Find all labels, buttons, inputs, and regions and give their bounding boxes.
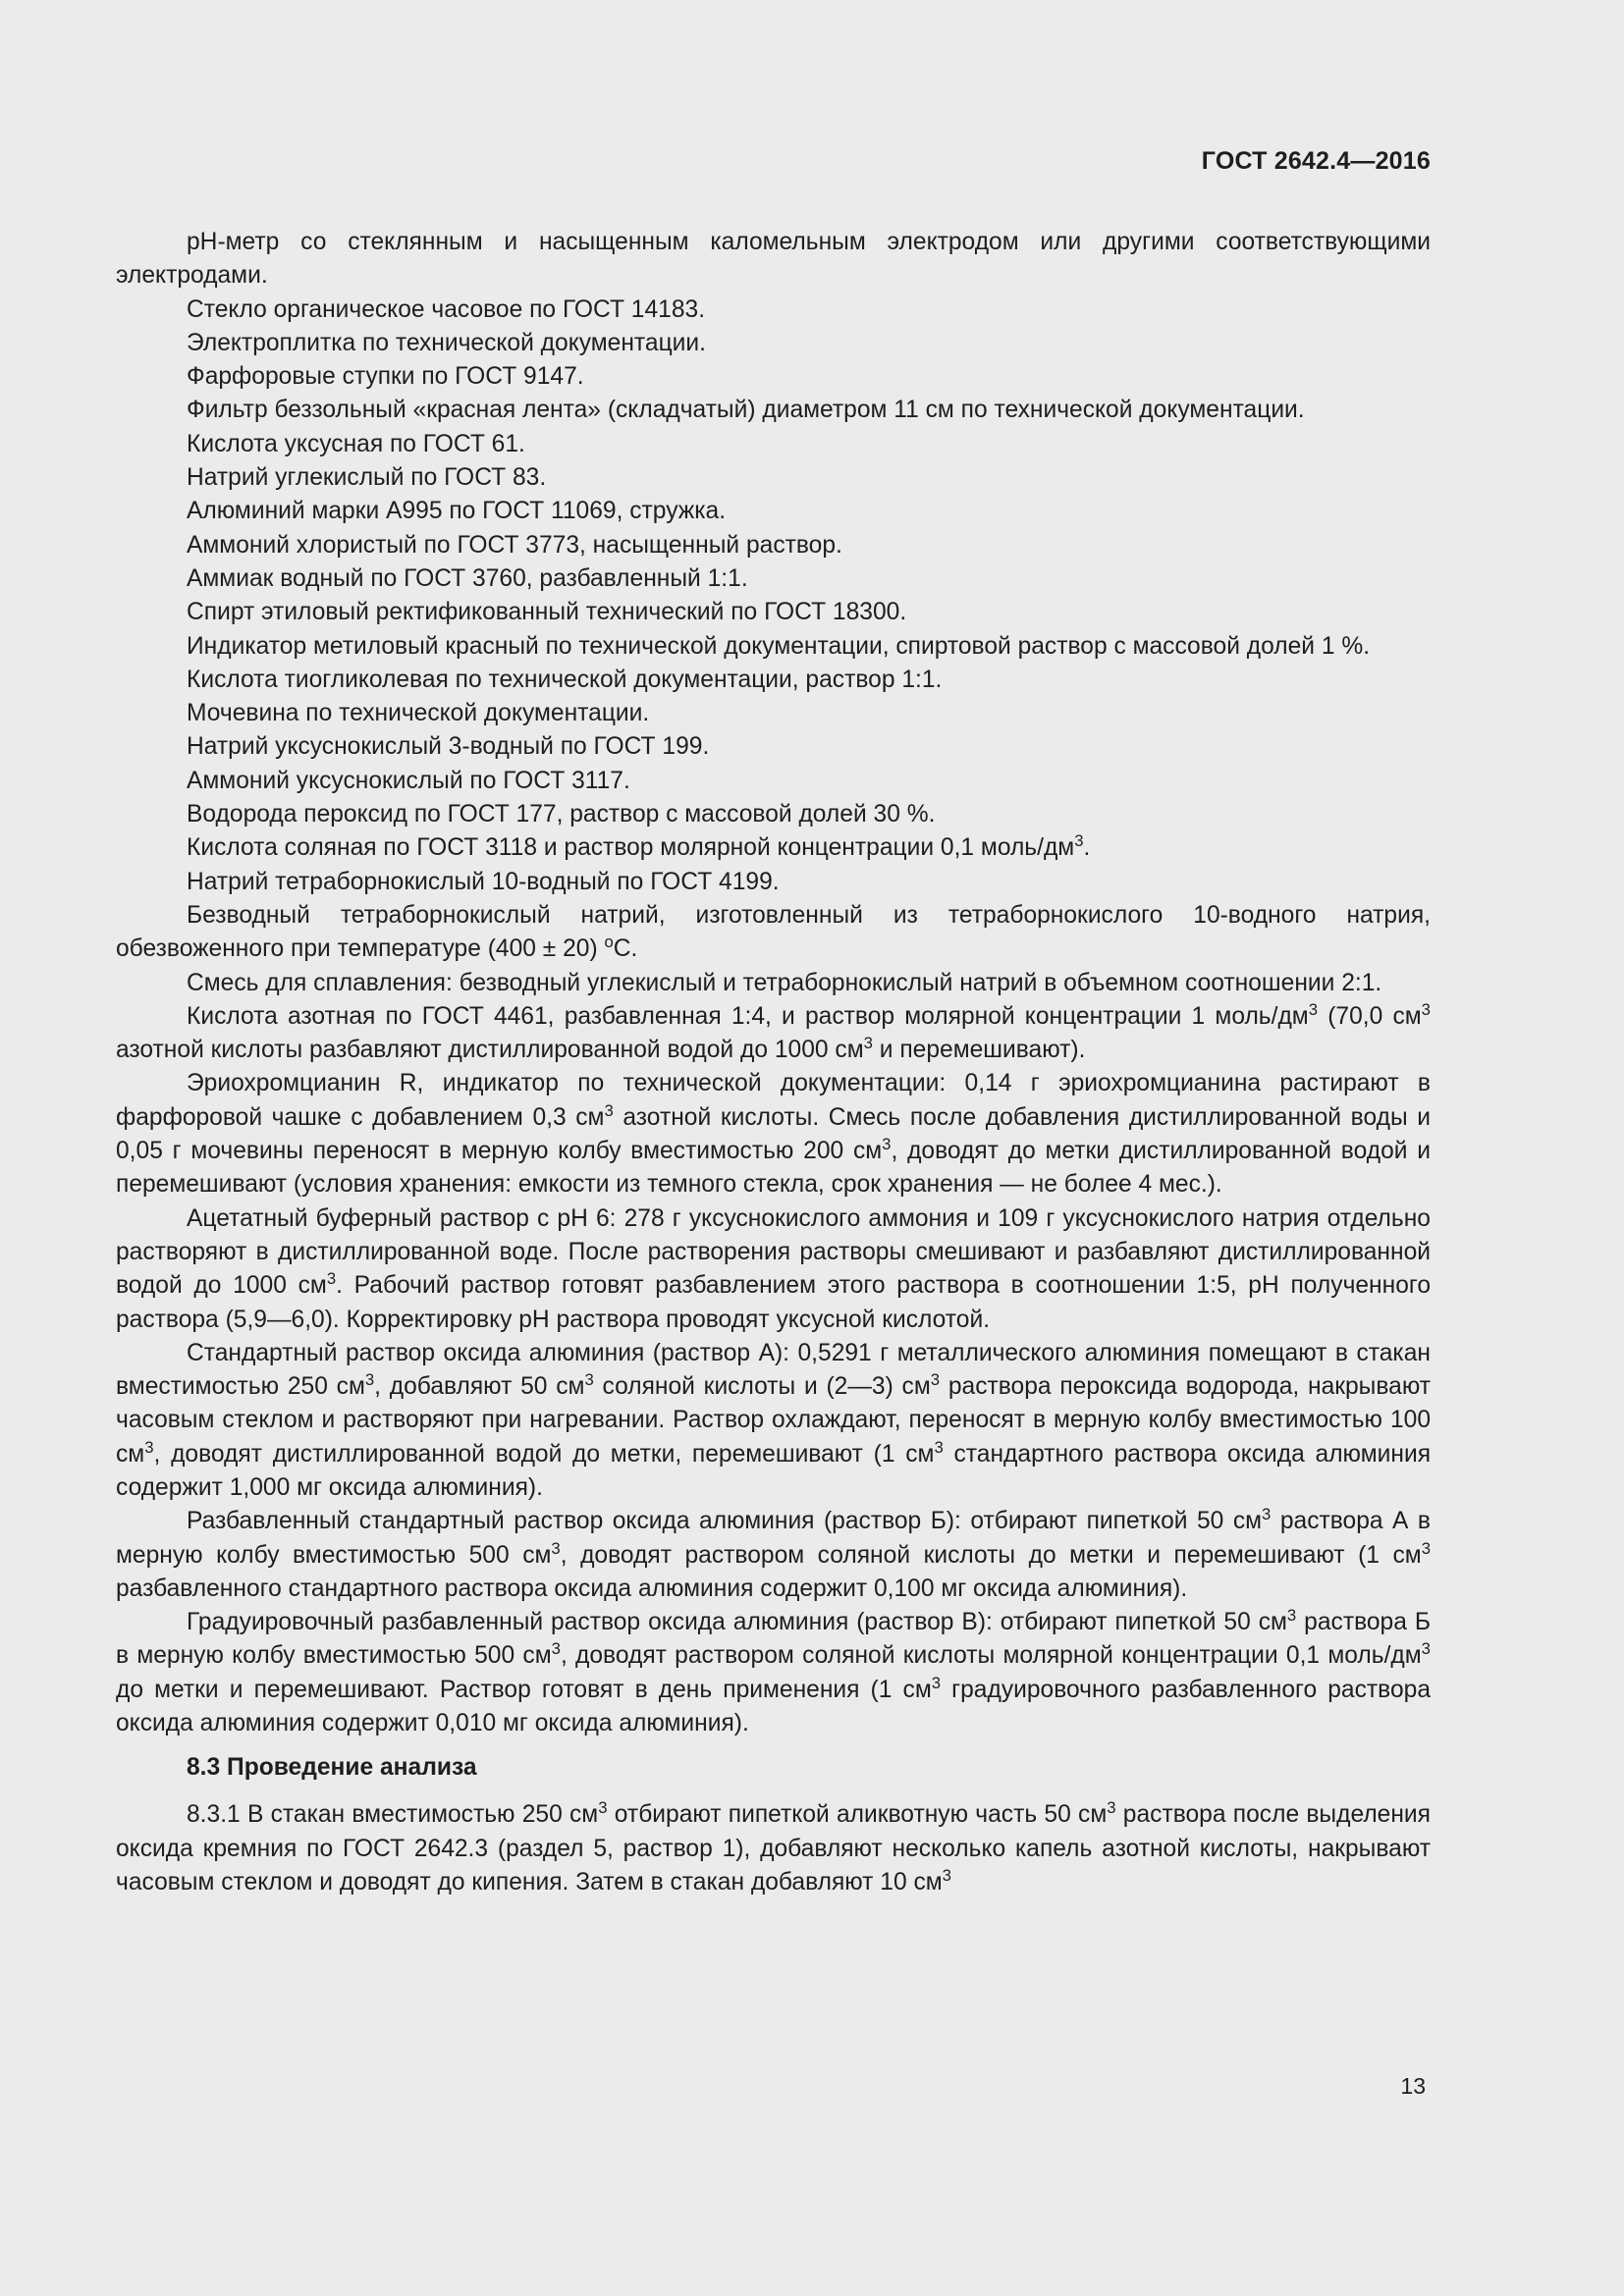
paragraph-ammonium-acetate: Аммоний уксуснокислый по ГОСТ 3117. [187, 767, 630, 794]
paragraph-hydrogen-peroxide: Водорода пероксид по ГОСТ 177, раствор с массовой долей 30 %. [187, 801, 936, 828]
paragraph-standard-solution-a: Стандартный раствор оксида алюминия (раствор А): 0,5291 г металлического алюминия помещают в стакан вместимостью 250 $см^3$, добавляют 50 $см^3$ соляной кислоты и (2—3) $см^3$ раствора пероксида водорода, накрывают часовым стеклом и растворяют при нагревании. Раствор охлаждают, переносят в мерную колбу вместимостью 100 $см^3$, доводят дистиллированной водой до метки, перемешивают (1 $см^3$ стандартного раствора оксида алюминия содержит 1,000 мг оксида алюминия). [116, 1339, 1432, 1501]
paragraph-acetic-acid: Кислота уксусная по ГОСТ 61. [187, 430, 525, 457]
paragraph-sodium-carbonate: Натрий углекислый по ГОСТ 83. [187, 464, 547, 492]
paragraph-ammonia: Аммиак водный по ГОСТ 3760, разбавленный 1:1. [187, 564, 748, 592]
paragraph-ammonium-chloride: Аммоний хлористый по ГОСТ 3773, насыщенный раствор. [187, 531, 842, 559]
paragraph-sodium-tetraborate: Натрий тетраборнокислый 10-водный по ГОСТ 4199. [187, 868, 780, 895]
paragraph-methyl-red: Индикатор метиловый красный по технической документации, спиртовой раствор с массовой долей 1 %. [187, 632, 1371, 660]
paragraph-watch-glass: Стекло органическое часовое по ГОСТ 14183. [187, 295, 706, 323]
document-code: ГОСТ 2642.4—2016 [1201, 147, 1431, 175]
paragraph-anhydrous-tetraborate: Безводный тетраборнокислый натрий, изготовленный из тетраборнокислого 10-водного натрия, обезвоженного при температуре (400 ± 20) $^о$С. [116, 901, 1431, 963]
paragraph-mortars: Фарфоровые ступки по ГОСТ 9147. [187, 363, 584, 391]
paragraph-acetate-buffer: Ацетатный буферный раствор с рН 6: 278 г уксуснокислого аммония и 109 г уксуснокислого натрия отдельно растворяют в дистиллированной воде. После растворения растворы смешивают и разбавляют дистиллированной водой до 1000 $см^3$. Рабочий раствор готовят разбавлением этого раствора в соотношении 1:5, рН полученного раствора (5,9—6,0). Корректировку рН раствора проводят уксусной кислотой. [116, 1204, 1432, 1333]
paragraph-aluminium: Алюминий марки А995 по ГОСТ 11069, стружка. [187, 498, 727, 525]
section-heading: 8.3 Проведение анализа [187, 1754, 477, 1782]
paragraph-fusion-mixture: Смесь для сплавления: безводный углекислый и тетраборнокислый натрий в объемном соотношении 2:1. [187, 969, 1382, 996]
paragraph-ethanol: Спирт этиловый ректификованный технический по ГОСТ 18300. [187, 599, 907, 626]
paragraph-hotplate: Электроплитка по технической документации. [187, 329, 706, 356]
paragraph-nitric-acid: Кислота азотная по ГОСТ 4461, разбавленная 1:4, и раствор молярной концентрации 1 моль/$дм^3$ (70,0 $см^3$ азотной кислоты разбавляют дистиллированной водой до 1000 $см^3$ и перемешивают). [116, 999, 1431, 1064]
paragraph-urea: Мочевина по технической документации. [187, 700, 650, 727]
paragraph-thioglycolic-acid: Кислота тиогликолевая по технической документации, раствор 1:1. [187, 666, 943, 693]
document-body [116, 226, 1431, 1899]
paragraph-filter: Фильтр беззольный «красная лента» (складчатый) диаметром 11 см по технической документации. [187, 397, 1305, 424]
paragraph-calibration-solution-c: Градуировочный разбавленный раствор оксида алюминия (раствор В): отбирают пипеткой 50 $см^3$ раствора Б в мерную колбу вместимостью 500 $см^3$, доводят раствором соляной кислоты молярной концентрации 0,1 моль/$дм^3$ до метки и перемешивают. Раствор готовят в день применения (1 $см^3$ градуировочного разбавленного раствора оксида алюминия содержит 0,010 мг оксида алюминия). [116, 1605, 1431, 1737]
paragraph-hydrochloric-acid: Кислота соляная по ГОСТ 3118 и раствор молярной концентрации 0,1 моль/$дм^3$. [187, 831, 1091, 862]
paragraph-ph-meter: рН-метр со стеклянным и насыщенным каломельным электродом или другими соответствующими электродами. [116, 229, 1431, 290]
paragraph-8-3-1: 8.3.1 В стакан вместимостью 250 $см^3$ отбирают пипеткой аликвотную часть 50 $см^3$ раствора после выделения оксида кремния по ГОСТ 2642.3 (раздел 5, раствор 1), добавляют несколько капель азотной кислоты, накрывают часовым стеклом и доводят до кипения. Затем в стакан добавляют 10 $см^3$ [116, 1798, 1431, 1896]
paragraph-standard-solution-b: Разбавленный стандартный раствор оксида алюминия (раствор Б): отбирают пипеткой 50 $см^3$ раствора А в мерную колбу вместимостью 500 $см^3$, доводят раствором соляной кислоты до метки и перемешивают (1 $см^3$ разбавленного стандартного раствора оксида алюминия содержит 0,100 мг оксида алюминия). [116, 1505, 1432, 1602]
page-number: 13 [1400, 2073, 1426, 2099]
paragraph-sodium-acetate: Натрий уксуснокислый 3-водный по ГОСТ 199. [187, 733, 710, 761]
paragraph-eriochrome-cyanine: Эриохромцианин R, индикатор по технической документации: 0,14 г эриохромцианина растирают в фарфоровой чашке с добавлением 0,3 $см^3$ азотной кислоты. Смесь после добавления дистиллированной воды и 0,05 г мочевины переносят в мерную колбу вместимостью 200 $см^3$, доводят до метки дистиллированной водой и перемешивают (условия хранения: емкости из темного стекла, срок хранения — не более 4 мес.). [116, 1070, 1431, 1199]
